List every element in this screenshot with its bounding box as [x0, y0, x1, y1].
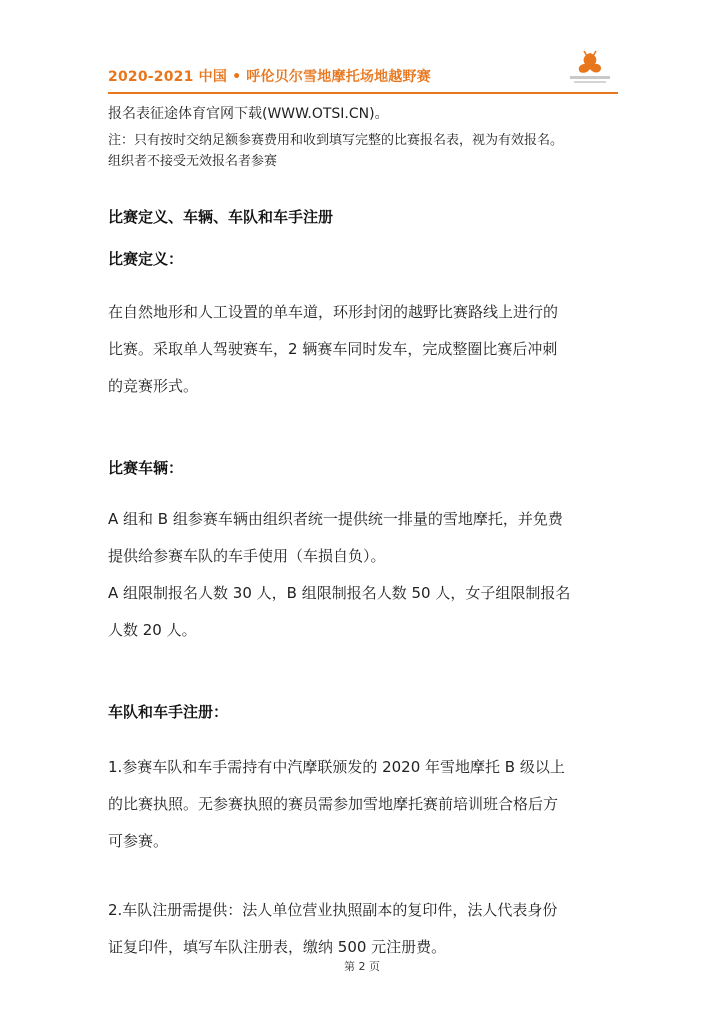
page-header — [108, 56, 618, 92]
paragraph-line: 比赛。采取单人驾驶赛车，2 辆赛车同时发车，完成整圈比赛后冲刺 — [108, 340, 558, 358]
note-line: 注：只有按时交纳足额参赛费用和收到填写完整的比赛报名表，视为有效报名。 — [108, 133, 564, 148]
vehicle-paragraph — [108, 501, 628, 649]
registration-item-2 — [108, 892, 628, 966]
paragraph-line: 证复印件，填写车队注册表，缴纳 500 元注册费。 — [108, 938, 447, 956]
note-line: 组织者不接受无效报名者参赛 — [108, 154, 278, 169]
page-content — [108, 100, 628, 966]
download-line: 报名表征途体育官网下载(WWW.OTSI.CN)。 — [108, 106, 389, 122]
header-title: 2020-2021 中国 • 呼伦贝尔雪地摩托场地越野赛 — [108, 69, 431, 85]
vehicle-heading: 比赛车辆： — [108, 459, 184, 477]
paragraph-line: A 组限制报名人数 30 人，B 组限制报名人数 50 人，女子组限制报名 — [108, 584, 571, 602]
paragraph-line: 人数 20 人。 — [108, 621, 197, 639]
definition-paragraph — [108, 294, 628, 405]
registration-heading: 车队和车手注册： — [108, 703, 229, 721]
registration-item-1 — [108, 749, 628, 860]
note-block — [108, 130, 628, 172]
paragraph-line: 可参赛。 — [108, 832, 169, 850]
paragraph-line: 的比赛执照。无参赛执照的赛员需参加雪地摩托赛前培训班合格后方 — [108, 795, 559, 813]
paragraph-line: 提供给参赛车队的车手使用（车损自负）。 — [108, 547, 386, 565]
section-heading: 比赛定义、车辆、车队和车手注册 — [108, 208, 334, 226]
paragraph-line: 2.车队注册需提供：法人单位营业执照副本的复印件，法人代表身份 — [108, 901, 558, 919]
event-logo-icon — [562, 50, 618, 88]
paragraph-line: A 组和 B 组参赛车辆由组织者统一提供统一排量的雪地摩托，并免费 — [108, 510, 563, 528]
header-divider — [108, 92, 618, 94]
page-number: 第 2 页 — [344, 960, 380, 973]
definition-heading: 比赛定义： — [108, 250, 184, 268]
paragraph-line: 的竞赛形式。 — [108, 377, 199, 395]
paragraph-line: 1.参赛车队和车手需持有中汽摩联颁发的 2020 年雪地摩托 B 级以上 — [108, 758, 565, 776]
paragraph-line: 在自然地形和人工设置的单车道，环形封闭的越野比赛路线上进行的 — [108, 303, 559, 321]
